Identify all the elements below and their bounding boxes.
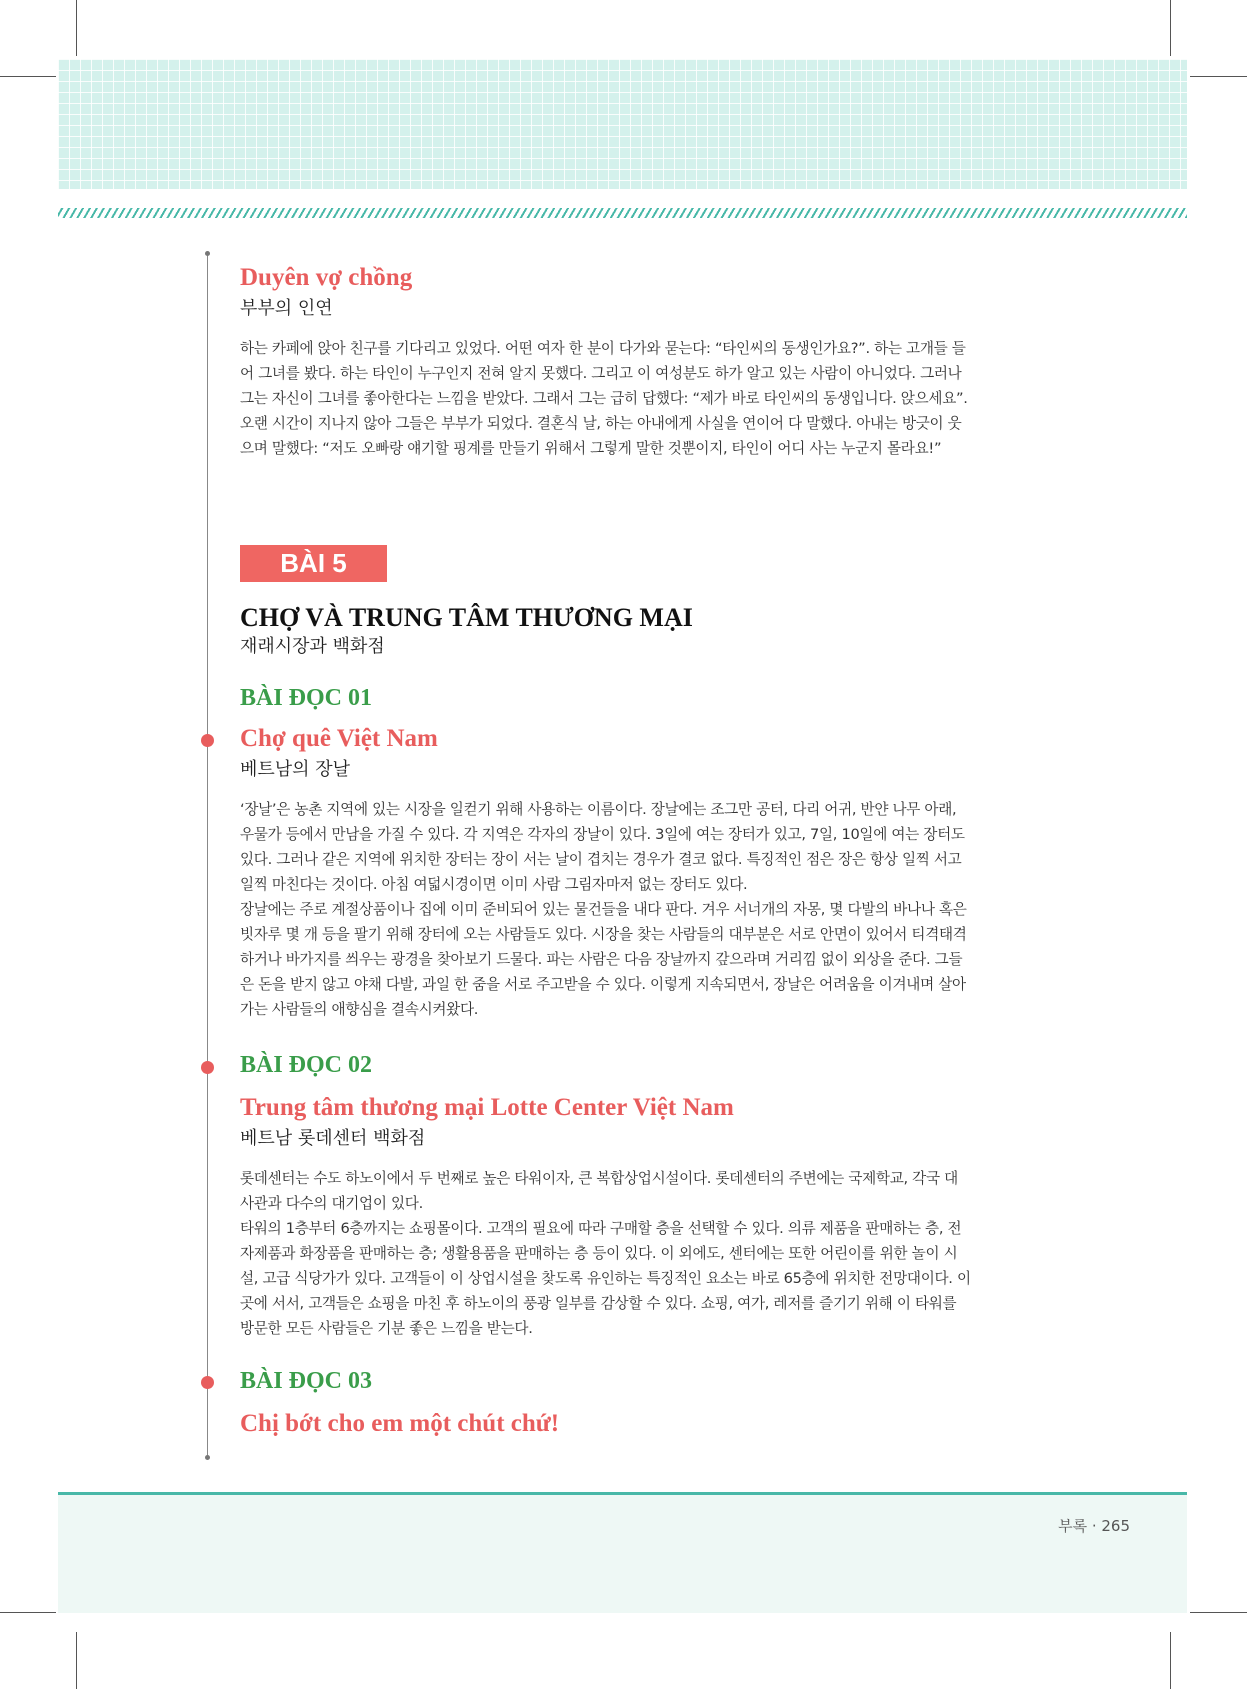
paragraph-line: 그는 자신이 그녀를 좋아한다는 느낌을 받았다. 그래서 그는 급히 답했다: “제가 바로 타인씨의 동생입니다. 앉으세요”. <box>240 390 968 407</box>
footer-band <box>58 1495 1187 1613</box>
paragraph-line: 사관과 다수의 대기업이 있다. <box>240 1195 423 1212</box>
section-prev-title-ko: 부부의 인연 <box>240 298 333 319</box>
crop-mark-top-right-h <box>1190 76 1247 77</box>
paragraph-line: ‘장날’은 농촌 지역에 있는 시장을 일컫기 위해 사용하는 이름이다. 장날에는 조그만 공터, 다리 어귀, 반얀 나무 아래, <box>240 801 957 818</box>
paragraph-line: 일찍 마친다는 것이다. 아침 여덟시경이면 이미 사람 그림자마저 없는 장터도 있다. <box>240 876 748 893</box>
reading3-label: BÀI ĐỌC 03 <box>240 1368 373 1394</box>
header-diagonal-stripe <box>58 208 1187 218</box>
paragraph-line: 곳에 서서, 고객들은 쇼핑을 마친 후 하노이의 풍광 일부를 감상할 수 있다. 쇼핑, 여가, 레저를 즐기기 위해 이 타워를 <box>240 1295 957 1312</box>
paragraph-line: 타워의 1층부터 6층까지는 쇼핑몰이다. 고객의 필요에 따라 구매할 층을 선택할 수 있다. 의류 제품을 판매하는 층, 전 <box>240 1220 962 1237</box>
paragraph-line: 가는 사람들의 애향심을 결속시켜왔다. <box>240 1001 479 1018</box>
timeline-dot-reading2 <box>201 1061 214 1074</box>
crop-mark-top-left-v <box>76 0 77 56</box>
reading1-title-ko: 베트남의 장날 <box>240 759 351 780</box>
reading2-title-ko: 베트남 롯데센터 백화점 <box>240 1128 426 1149</box>
reading1-section <box>240 683 1035 1022</box>
lesson-title-vn: CHỢ VÀ TRUNG TÂM THƯƠNG MẠI <box>240 603 693 632</box>
lesson-title-ko: 재래시장과 백화점 <box>240 636 385 657</box>
paragraph-line: 우물가 등에서 만남을 가질 수 있다. 각 지역은 각자의 장날이 있다. 3일에 여는 장터가 있고, 7일, 10일에 여는 장터도 <box>240 826 965 843</box>
paragraph-line: 롯데센터는 수도 하노이에서 두 번째로 높은 타워이자, 큰 복합상업시설이다. 롯데센터의 주변에는 국제학교, 각국 대 <box>240 1170 958 1187</box>
paragraph-line: 설, 고급 식당가가 있다. 고객들이 이 상업시설을 찾도록 유인하는 특징적인 요소는 바로 65층에 위치한 전망대이다. 이 <box>240 1270 971 1287</box>
crop-mark-bottom-right-h <box>1190 1612 1247 1613</box>
paragraph-line: 방문한 모든 사람들은 기분 좋은 느낌을 받는다. <box>240 1320 533 1337</box>
paragraph-line: 장날에는 주로 계절상품이나 집에 이미 준비되어 있는 물건들을 내다 판다. 겨우 서너개의 자몽, 몇 다발의 바나나 혹은 <box>240 901 967 918</box>
timeline-bottom-cap <box>205 1455 210 1460</box>
paragraph-line: 있다. 그러나 같은 지역에 위치한 장터는 장이 서는 날이 겹치는 경우가 결코 없다. 특징적인 점은 장은 항상 일찍 서고 <box>240 851 962 868</box>
timeline-top-cap <box>205 251 210 256</box>
reading2-section <box>240 1050 1035 1341</box>
timeline-dot-reading3 <box>201 1376 214 1389</box>
crop-mark-bottom-right-v <box>1170 1632 1171 1689</box>
reading2-paragraph <box>240 1166 1035 1341</box>
paragraph-line: 으며 말했다: “저도 오빠랑 얘기할 핑계를 만들기 위해서 그렇게 말한 것뿐이지, 타인이 어디 사는 누군지 몰라요!” <box>240 440 942 457</box>
paragraph-line: 자제품과 화장품을 판매하는 층; 생활용품을 판매하는 층 등이 있다. 이 외에도, 센터에는 또한 어린이를 위한 놀이 시 <box>240 1245 958 1262</box>
reading1-paragraph <box>240 797 1035 1022</box>
crop-mark-top-right-v <box>1170 0 1171 56</box>
page-number: 부록 · 265 <box>1058 1517 1130 1535</box>
lesson-badge: BÀI 5 <box>240 545 387 582</box>
paragraph-line: 빗자루 몇 개 등을 팔기 위해 장터에 오는 사람들도 있다. 시장을 찾는 사람들의 대부분은 서로 안면이 있어서 티격태격 <box>240 926 967 943</box>
timeline-dot-reading1 <box>201 734 214 747</box>
crop-mark-top-left-h <box>0 76 56 77</box>
section-prev-title-vn: Duyên vợ chồng <box>240 264 413 291</box>
crop-mark-bottom-left-h <box>0 1612 56 1613</box>
reading3-title-vn: Chị bớt cho em một chút chứ! <box>240 1410 560 1437</box>
lesson-header <box>240 602 1035 660</box>
paragraph-line: 어 그녀를 봤다. 하는 타인이 누구인지 전혀 알지 못했다. 그리고 이 여성분도 하가 알고 있는 사람이 아니었다. 그러나 <box>240 365 962 382</box>
crop-mark-bottom-left-v <box>76 1632 77 1689</box>
reading3-section <box>240 1366 1035 1440</box>
reading2-title-vn: Trung tâm thương mại Lotte Center Việt Nam <box>240 1094 734 1121</box>
paragraph-line: 하거나 바가지를 씌우는 광경을 찾아보기 드물다. 파는 사람은 다음 장날까지 갚으라며 거리낌 없이 외상을 준다. 그들 <box>240 951 963 968</box>
paragraph-line: 오랜 시간이 지나지 않아 그들은 부부가 되었다. 결혼식 날, 하는 아내에게 사실을 연이어 다 말했다. 아내는 방긋이 웃 <box>240 415 962 432</box>
reading2-label: BÀI ĐỌC 02 <box>240 1052 373 1078</box>
timeline-rail <box>207 253 208 1458</box>
section-prev-paragraph <box>240 336 1035 461</box>
paragraph-line: 하는 카페에 앉아 친구를 기다리고 있었다. 어떤 여자 한 분이 다가와 묻는다: “타인씨의 동생인가요?”. 하는 고개들 들 <box>240 340 966 357</box>
reading1-label: BÀI ĐỌC 01 <box>240 685 373 711</box>
reading1-title-vn: Chợ quê Việt Nam <box>240 725 438 752</box>
section-prev <box>240 262 1035 461</box>
paragraph-line: 은 돈을 받지 않고 야채 다발, 과일 한 줌을 서로 주고받을 수 있다. 이렇게 지속되면서, 장날은 어려움을 이겨내며 살아 <box>240 976 966 993</box>
header-grid-banner <box>58 59 1187 189</box>
